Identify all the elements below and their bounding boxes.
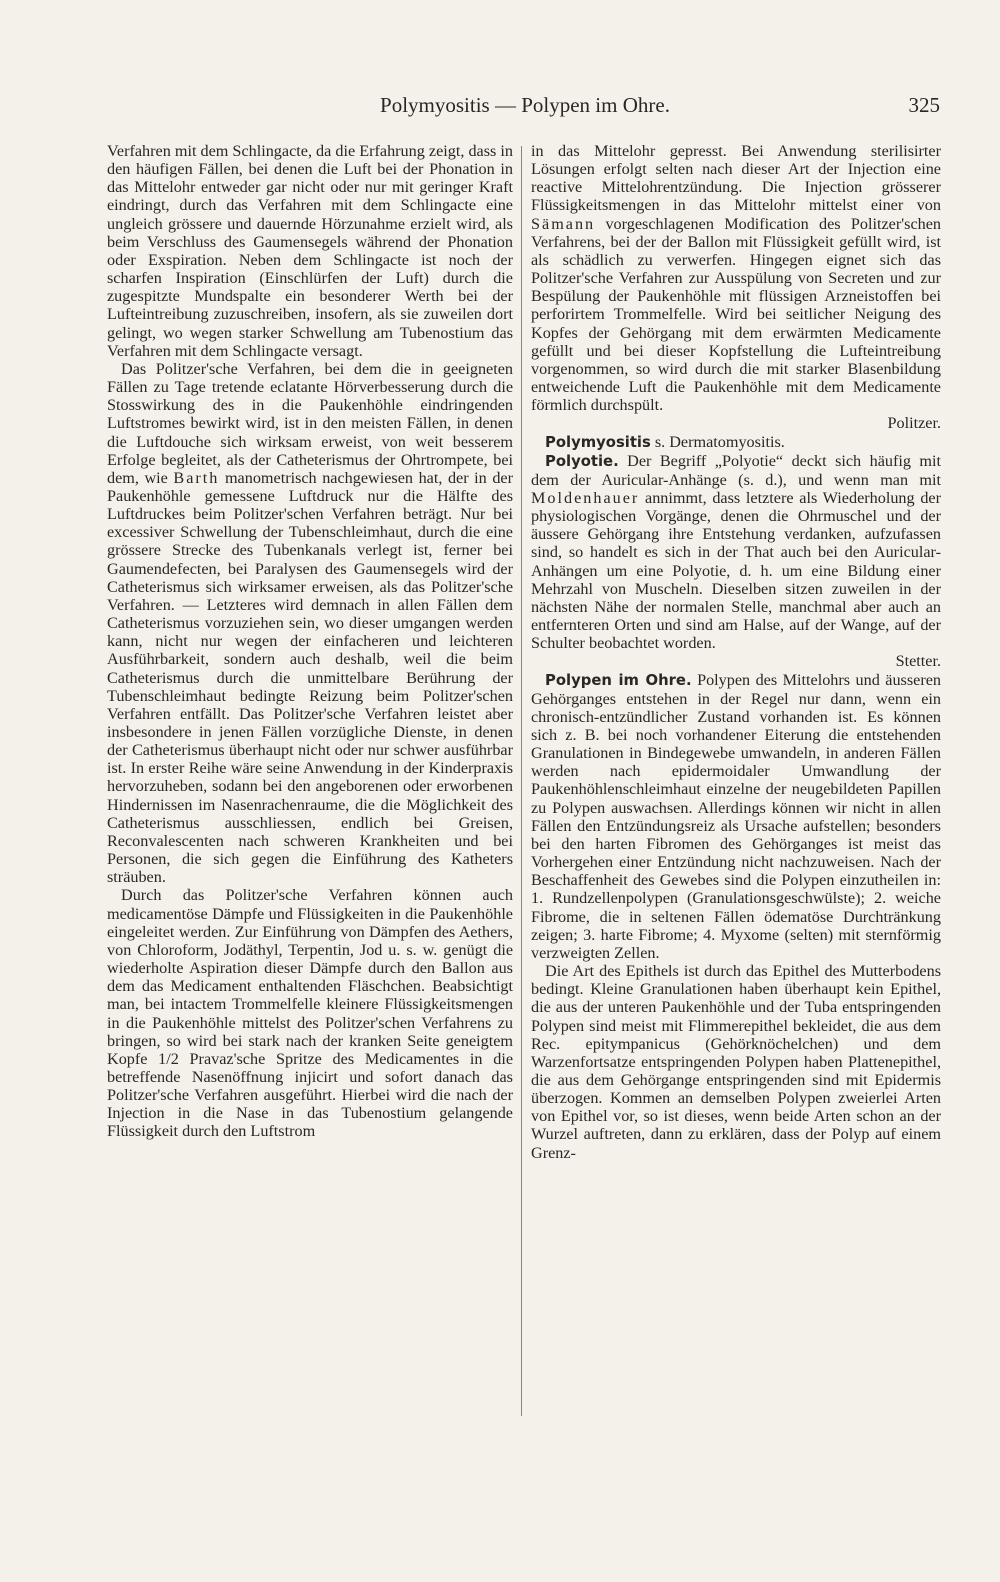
signature-politzer: Politzer. (887, 414, 941, 433)
paragraph-text: in das Mittelohr gepresst. Bei Anwendung sterilisirter Lösungen erfolgt selten nach dieser Art der Injection eine reactive Mittelohrentzündung. Die Injection grösserer Flüssigkeitsmengen in das Mittelohr mittelst einer von (531, 142, 941, 215)
right-column (531, 142, 941, 1162)
page-title: Polymyositis — Polypen im Ohre. (380, 93, 670, 117)
author-name-moldenhauer: Moldenhauer (531, 488, 640, 507)
left-column (107, 142, 513, 1141)
column-divider (521, 146, 522, 1416)
author-name-barth: Barth (173, 468, 220, 487)
entry-heading: Polypen im Ohre. (545, 671, 692, 689)
paragraph-epithel: Die Art des Epithels ist durch das Epithel des Mutterbodens bedingt. Kleine Granulationen haben überhaupt kein Epithel, die aus der unteren Paukenhöhle und der Tuba entspringenden Polypen sind meist mit Flimmerepithel bekleidet, die aus dem Rec. epitympanicus (Gehörknöchelchen) und dem Warzenfortsatze entspringenden Polypen haben Plattenepithel, die aus dem Gehörgange entspringenden sind mit Epidermis überzogen. Kommen an demselben Polypen zweierlei Arten von Epithel vor, so ist dieses, wenn beide Arten schon an der Wurzel auftreten, dann zu erklären, dass der Polyp auf einem Grenz- (531, 962, 941, 1162)
signature-stetter: Stetter. (895, 652, 941, 671)
entry-text: Polypen des Mittelohrs und äusseren Gehörganges entstehen in der Regel nur dann, wenn ein chronisch-entzündlicher Zustand vorhanden ist. Es können sich z. B. bei noch vorhandener Eiterung die entstehenden Granulationen in Bindegewebe umwandeln, in anderen Fällen werden nach epidermoidaler Umwandlung der Paukenhöhlenschleimhaut einzelne der neugebildeten Papillen zu Polypen auswachsen. Allerdings können wir nicht in allen Fällen den Entzündungsreiz als Ursache aufstellen; besonders bei den harten Fibromen des Gehörganges ist meist das Vorhergehen einer Entzündung nicht nachzuweisen. Nach der Beschaffenheit des Gewebes sind die Polypen einzutheilen in: 1. Rundzellenpolypen (Granulationsgeschwülste); 2. weiche Fibrome, die in seltenen Fällen ödematöse Durchtränkung zeigen; 3. harte Fibrome; 4. Myxome (selten) mit sternförmig verzweigten Zellen. (531, 670, 942, 962)
paragraph-text: manometrisch nachgewiesen hat, der in der Paukenhöhle gemessene Luftdruck nur die Hälfte des Luftdruckes beim Politzer'schen Verfahren beträgt. Nur bei excessiver Schwellung der Tubenschleimhaut, durch die eine grössere Strecke des Tubenkanals verlegt ist, ferner bei Gaumendefecten, bei Paralysen des Gaumensegels wird der Catheterismus sich wirksamer erweisen, als das Politzer'sche Verfahren. — Letzteres wird demnach in allen Fällen dem Catheterismus vorzuziehen sein, wo dieser umgangen werden kann, nicht nur wegen der einfacheren und leichteren Ausführbarkeit, sondern auch deshalb, weil die beim Catheterismus durch die unmittelbare Berührung der Tubenschleimhaut bedingte Reizung beim Politzer'schen Verfahren entfällt. Das Politzer'sche Verfahren leistet aber insbesondere in jenen Fällen vorzügliche Dienste, in denen der Catheterismus überhaupt nicht oder nur schwer ausführbar ist. In erster Reihe wäre seine Anwendung in der Kinderpraxis hervorzuheben, sodann bei den angeborenen oder erworbenen Hindernissen im Nasenrachenraume, die die Möglichkeit des Catheterismus ausschliessen, endlich bei Greisen, Reconvalescenten nach schweren Krankheiten und bei Personen, die sich gegen die Einführung des Katheters sträuben. (107, 468, 513, 887)
entry-text: annimmt, dass letztere als Wiederholung der physiologischen Vorgänge, denen die Ohrmuschel und der äussere Gehörgang ihre Entstehung verdanken, aufzufassen sind, so handelt es sich in der That auch bei den Auricular-Anhängen um eine Polyotie, d. h. um eine Bildung einer Mehrzahl von Muscheln. Dieselben sitzen zuweilen in der nächsten Nähe der normalen Stelle, manchmal aber auch an entfernteren Orten und sind am Halse, auf der Wange, auf der Schulter beobachtet worden. (531, 488, 942, 653)
paragraph-politzer (107, 360, 513, 887)
entry-polyotie (531, 452, 941, 653)
entry-polymyositis (531, 433, 941, 452)
page-number: 325 (908, 93, 940, 117)
author-name-saemann: Sämann (531, 214, 596, 233)
running-head (110, 93, 940, 123)
entry-text: Der Begriff „Polyotie“ deckt sich häufig mit dem der Auricular-Anhänge (s. d.), und wenn man mit (531, 451, 941, 489)
paragraph-injection (531, 142, 941, 414)
entry-polypen (531, 671, 941, 963)
paragraph-schlingact: Verfahren mit dem Schlingacte, da die Erfahrung zeigt, dass in den häufigen Fällen, bei denen die Luft bei der Phonation in das Mittelohr entweder gar nicht oder nur mit geringer Kraft eindringt, durch das Verfahren mit dem Schlingacte eine ungleich grössere und dauernde Hörzunahme erzielt wird, als beim Verschluss des Gaumensegels während der Phonation oder Exspiration. Neben dem Schlingacte ist noch der scharfen Inspiration (Einschlürfen der Luft) durch die zugespitzte Mundspalte ein besonderer Werth bei der Lufteintreibung zuzuschreiben, insofern, als sie zuweilen dort gelingt, wo wegen starker Schwellung am Tubenostium das Verfahren mit dem Schlingacte versagt. (107, 142, 513, 360)
paragraph-text: Das Politzer'sche Verfahren, bei dem die in geeigneten Fällen zu Tage tretende eclatante Hörverbesserung durch die Stosswirkung des in die Paukenhöhle eindringenden Luftstromes bewirkt wird, ist in den meisten Fällen, in denen die Luftdouche sich wirksam erweist, von weit besserem Erfolge begleitet, als der Catheterismus der Ohrtrompete, bei dem, wie (107, 359, 513, 487)
entry-heading: Polymyositis (545, 433, 651, 451)
paragraph-text: vorgeschlagenen Modification des Politzer'schen Verfahrens, bei der der Ballon mit Flüssigkeit gefüllt wird, ist als schädlich zu verwerfen. Hingegen eignet sich das Politzer'sche Verfahren zur Ausspülung von Secreten und zur Bespülung der Paukenhöhle mit flüssigen Arzneistoffen bei perforirtem Trommelfelle. Wird bei seitlicher Neigung des Kopfes der Gehörgang mit dem erwärmten Medicamente gefüllt und bei dieser Kopfstellung die Lufteintreibung vorgenommen, so wird durch die mit starker Blasenbildung entweichende Luft die Paukenhöhle mit dem Medicamente förmlich durchspült. (531, 214, 942, 415)
paragraph-medicamente: Durch das Politzer'sche Verfahren können auch medicamentöse Dämpfe und Flüssigkeiten in die Paukenhöhle eingeleitet werden. Zur Einführung von Dämpfen des Aethers, von Chloroform, Jodäthyl, Terpentin, Jod u. s. w. genügt die wiederholte Aspiration dieser Dämpfe durch den Ballon aus dem das Medicament enthaltenden Fläschchen. Beabsichtigt man, bei intactem Trommelfelle kleinere Flüssigkeitsmengen in die Paukenhöhle mittelst des Politzer'schen Verfahrens zu bringen, so wird bei stark nach der kranken Seite geneigtem Kopfe 1/2 Pravaz'sche Spritze des Medicamentes in die betreffende Nasenöffnung injicirt und sofort danach das Politzer'sche Verfahren ausgeführt. Hierbei wird die nach der Injection in die Nase in das Tubenostium gelangende Flüssigkeit durch den Luftstrom (107, 886, 513, 1141)
entry-heading: Polyotie. (545, 452, 619, 470)
entry-text: s. Dermatomyositis. (654, 432, 785, 451)
